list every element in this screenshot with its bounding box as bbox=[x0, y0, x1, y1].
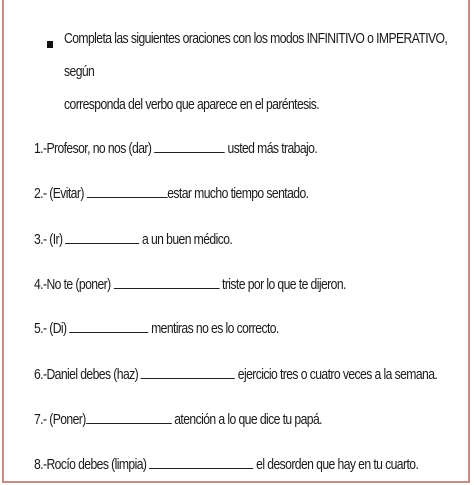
item-text-after: el desorden que hay en tu cuarto. bbox=[256, 457, 419, 473]
answer-blank[interactable] bbox=[113, 276, 219, 289]
item-text-after: estar mucho tiempo sentado. bbox=[167, 186, 309, 202]
item-text-after: ejercicio tres o cuatro veces a la semana. bbox=[237, 367, 438, 383]
item-text-after: triste por lo que te dijeron. bbox=[222, 277, 346, 293]
item-text-before: 2.- (Evitar) bbox=[34, 186, 84, 202]
answer-blank[interactable] bbox=[141, 366, 235, 379]
instruction bbox=[64, 23, 450, 122]
item-text-before: 3.- (Ir) bbox=[34, 232, 63, 248]
instruction-line-2: corresponda del verbo que aparece en el paréntesis. bbox=[64, 97, 320, 113]
bullet-icon bbox=[47, 41, 53, 48]
exercise-item-3 bbox=[34, 231, 232, 248]
answer-blank[interactable] bbox=[154, 140, 225, 153]
exercise-item-8 bbox=[34, 456, 418, 473]
exercise-item-4 bbox=[34, 276, 346, 293]
exercise-item-2 bbox=[34, 185, 308, 202]
item-text-after: usted más trabajo. bbox=[227, 141, 318, 157]
item-text-before: 8.-Rocío debes (limpia) bbox=[34, 457, 147, 473]
item-text-after: atención a lo que dice tu papá. bbox=[174, 412, 322, 428]
answer-blank[interactable] bbox=[65, 231, 139, 244]
exercise-item-7 bbox=[34, 411, 322, 428]
item-text-before: 7.- (Poner) bbox=[34, 412, 86, 428]
answer-blank[interactable] bbox=[87, 185, 168, 198]
answer-blank[interactable] bbox=[69, 320, 148, 333]
item-text-before: 6.-Daniel debes (haz) bbox=[34, 367, 139, 383]
item-text-before: 5.- (Di) bbox=[34, 321, 67, 337]
exercise-item-5 bbox=[34, 320, 279, 337]
item-text-after: a un buen médico. bbox=[141, 232, 233, 248]
answer-blank[interactable] bbox=[149, 456, 253, 469]
exercise-item-1 bbox=[34, 140, 317, 157]
item-text-before: 4.-No te (poner) bbox=[34, 277, 111, 293]
item-text-before: 1.-Profesor, no nos (dar) bbox=[34, 141, 152, 157]
answer-blank[interactable] bbox=[86, 411, 172, 424]
exercise-item-6 bbox=[34, 366, 437, 383]
instruction-line-1: Completa las siguientes oraciones con los modos INFINITIVO o IMPERATIVO, según bbox=[64, 31, 448, 80]
item-text-after: mentiras no es lo correcto. bbox=[151, 321, 279, 337]
